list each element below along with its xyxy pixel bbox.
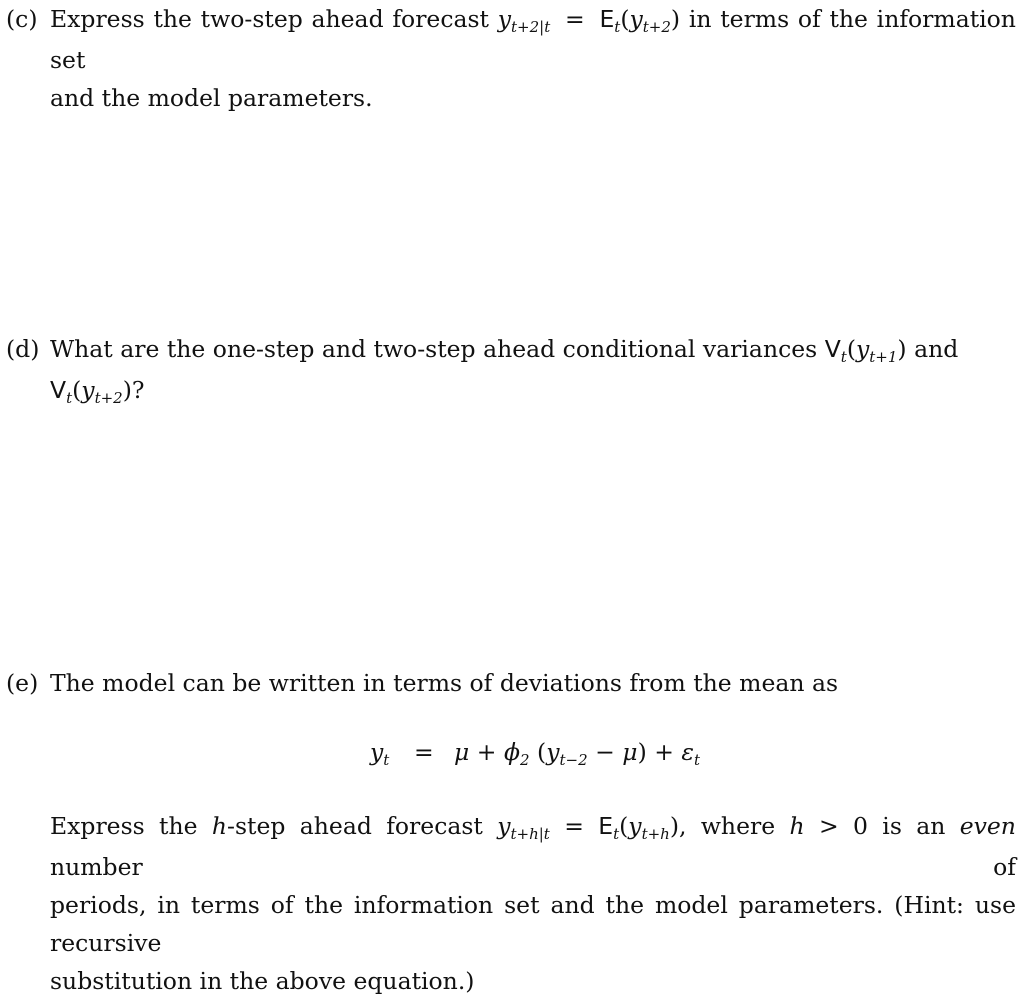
question-text-line: Express the h-step ahead forecast $y_{t+h|t} = E_t(y_{t+h})$, where h > 0 is an even number of — [50, 812, 1016, 881]
question-e-paragraph — [0, 807, 1016, 1000]
math-var: y — [81, 376, 95, 404]
equation-lhs: $y_t$ — [370, 738, 390, 769]
variance-operator: V — [824, 335, 841, 363]
question-e — [0, 664, 1016, 702]
math-subscript: t — [614, 18, 621, 36]
question-text: Express the two-step ahead forecast $y_{t+2|t} = E_t(y_{t+2})$ in terms of the information set — [50, 5, 1016, 74]
math-subscript: t — [66, 389, 73, 407]
emphasis-word: even — [959, 812, 1016, 840]
math-subscript: t — [840, 348, 847, 366]
question-c — [0, 0, 1016, 117]
question-label: (e) — [6, 669, 39, 697]
math-subscript: t+2 — [94, 389, 123, 407]
question-text: What are the one-step and two-step ahead conditional variances $V_t(y_{t+1})$ and $V_t(y_{t+2})$? — [50, 335, 959, 407]
equation-equals: = — [414, 738, 434, 766]
question-text-line: and the model parameters. — [50, 84, 373, 112]
math-subscript: t+2 — [642, 18, 671, 36]
question-text-line: periods, in terms of the information set and the model parameters. (Hint: use recursive — [50, 891, 1016, 957]
math-equals: = — [565, 5, 585, 33]
math-subscript: t+2|t — [511, 18, 551, 36]
expectation-operator: E — [599, 5, 615, 33]
model-equation — [0, 738, 1024, 778]
expectation-operator: E — [598, 812, 614, 840]
variance-operator: V — [50, 376, 67, 404]
math-var: y — [629, 5, 643, 33]
math-subscript: t+1 — [869, 348, 898, 366]
question-text-line: substitution in the above equation.) — [50, 967, 475, 995]
question-label: (d) — [6, 335, 40, 363]
question-text: The model can be written in terms of deviations from the mean as — [50, 669, 839, 697]
math-var: y — [855, 335, 870, 363]
question-d — [0, 330, 1016, 412]
math-var: y — [497, 5, 512, 33]
question-label: (c) — [6, 5, 38, 33]
equation-rhs: $\mu + \phi_2$ $(y_{t-2} - \mu) + \varepsilon_t$ — [454, 738, 701, 769]
